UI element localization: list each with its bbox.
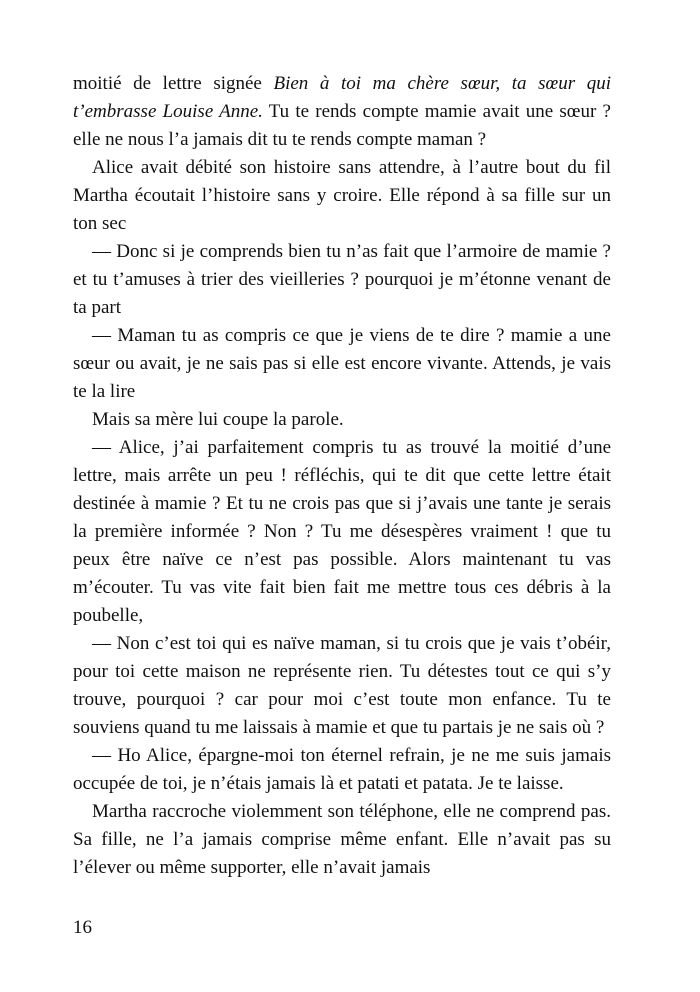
page-text-body xyxy=(73,70,611,882)
page-number: 16 xyxy=(73,917,92,938)
dialogue-paragraph: — Ho Alice, épargne-moi ton éternel refrain, je ne me suis jamais occupée de toi, je n’étais jamais là et patati et patata. Je te laisse. xyxy=(73,745,611,794)
paragraph xyxy=(73,70,611,154)
paragraph: Alice avait débité son histoire sans attendre, à l’autre bout du fil Martha écoutait l’histoire sans y croire. Elle répond à sa fille sur un ton sec xyxy=(73,157,611,234)
dialogue-paragraph: — Alice, j’ai parfaitement compris tu as trouvé la moitié d’une lettre, mais arrête un peu ! réfléchis, qui te dit que cette lettre était destinée à mamie ? Et tu ne crois pas que si j’avais une tante je serais la première informée ? Non ? Tu me désespères vraiment ! que tu peux être naïve ce n’est pas possible. Alors maintenant tu vas m’écouter. Tu vas vite fait bien fait me mettre tous ces débris à la poubelle, xyxy=(73,437,611,626)
quoted-letter-signature: Bien à toi ma chère sœur, ta sœur qui t’embrasse Louise Anne. xyxy=(73,73,611,122)
dialogue-paragraph: — Maman tu as compris ce que je viens de te dire ? mamie a une sœur ou avait, je ne sais pas si elle est encore vivante. Attends, je vais te la lire xyxy=(73,325,611,402)
dialogue-paragraph: — Donc si je comprends bien tu n’as fait que l’armoire de mamie ? et tu t’amuses à trier des vieilleries ? pourquoi je m’étonne venant de ta part xyxy=(73,241,611,318)
paragraph-text: Tu te rends compte mamie avait une sœur ? elle ne nous l’a jamais dit tu te rends compte maman ? xyxy=(73,101,611,150)
paragraph-text: moitié de lettre signée xyxy=(73,73,274,94)
dialogue-paragraph: — Non c’est toi qui es naïve maman, si tu crois que je vais t’obéir, pour toi cette maison ne représente rien. Tu détestes tout ce qui s’y trouve, pourquoi ? car pour moi c’est toute mon enfance. Tu te souviens quand tu me laissais à mamie et que tu partais je ne sais où ? xyxy=(73,633,611,738)
paragraph: Martha raccroche violemment son téléphone, elle ne comprend pas. Sa fille, ne l’a jamais comprise même enfant. Elle n’avait pas su l’élever ou même supporter, elle n’avait jamais xyxy=(73,801,611,878)
paragraph: Mais sa mère lui coupe la parole. xyxy=(92,409,344,430)
